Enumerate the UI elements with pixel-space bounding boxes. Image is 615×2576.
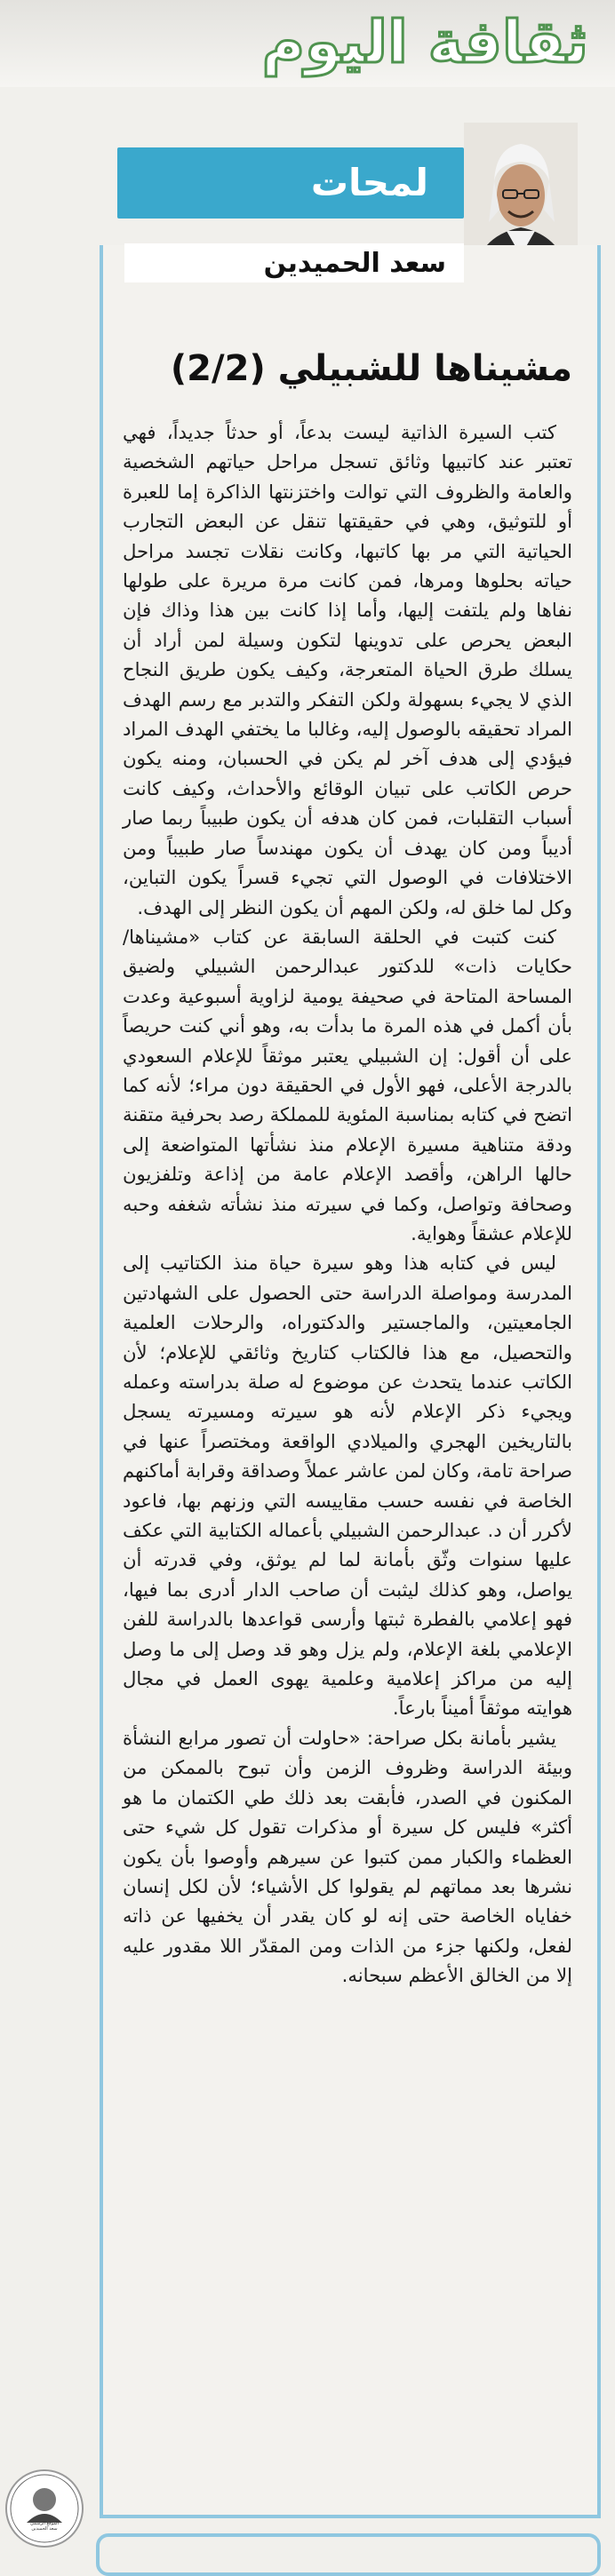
article-paragraph: يشير بأمانة بكل صراحة: «حاولت أن تصور مرابع النشأة وبيئة الدراسة وظروف الزمن وأن تبوح بالممكن من المكنون في الصدر، فأبقت بعد ذلك طي الكتمان ما هو أكثر» فليس كل سيرة أو مذكرات تقول كل شيء حتى العظماء والكبار ممن كتبوا عن سيرهم وأوصوا بأن يكون نشرها بعد مماتهم لم يقولوا كل الأشياء؛ لأن لكل إنسان خفاياه الخاصة حتى إنه لو كان يقدر أن يخفيها عن ذاته لفعل، ولكنها جزء من الذات ومن المقدّر اللا مقدور عليه إلا من الخالق الأعظم سبحانه. [123,1726,572,1987]
watermark-text [7,2521,82,2532]
watermark-seal [5,2469,84,2548]
article-paragraph: كتب السيرة الذاتية ليست بدعاً، أو حدثاً جديداً، فهي تعتبر عند كاتبيها وثائق تسجل مراحل حياتهم الشخصية والعامة والظروف التي توالت واختزنتها الذاكرة إما للعبرة أو للتوثيق، وهي في حقيقتها تنقل عن البعض التجارب الحياتية التي مر بها كاتبها، وكانت نقلات تجسد مراحل حياته بحلوها ومرها، فمن كانت مرة مريرة على طولها نفاها ولم يلتفت إليها، وأما إذا كانت بين هذا وذاك فإن البعض يحرص على تدوينها لتكون وسيلة لمن أراد أن يسلك طرق الحياة المتعرجة، وكيف يكون طريق النجاح الذي لا يجيء بسهولة ولكن التفكر والتدبر مع رسم الهدف المراد تحقيقه بالوصول إليه، وغالبا ما يختفي الهدف المراد فيؤدي إلى هدف آخر لم يكن في الحسبان، ومنه يكون حرص الكاتب على تبيان الوقائع والأحداث، وكيف كانت أسباب التقلبات، فمن كان هدفه أن يكون طبيباً ربما صار أديباً ومن كان يهدف أن يكون مهندساً صار طبيباً ومن الاختلافات في الوصول التي تجيء قسراً يكون التباين، وكل لما خلق له، ولكن المهم أن يكون النظر إلى الهدف. [123,421,572,918]
author-name: سعد الحميدين [263,248,446,279]
column-name: لمحات [310,161,428,204]
watermark-line: الموقع الرسمي [30,2521,59,2526]
article-paragraph: ليس في كتابه هذا وهو سيرة حياة منذ الكتاتيب إلى المدرسة ومواصلة الدراسة حتى الحصول على الشهادتين الجامعيتين، والماجستير والدكتوراه، والرحلات العلمية والتحصيل، مع هذا فالكتاب كتاريخ وثائقي للإعلام؛ لأن الكاتب عندما يتحدث عن موضوع له صلة بدراسته وعمله ويجيء ذكر الإعلام لأنه هو سيرته ومسيرته يسجل بالتاريخين الهجري والميلادي الواقعة ومختصراً عنها في صراحة تامة، وكان لمن عاشر عملاً وصداقة وقرابة أماكنهم الخاصة في نفسه حسب مقاييسه التي وزنهم بها، فاعود لأكرر أن د. عبدالرحمن الشبيلي بأعماله الكتابية التي عكف عليها سنوات وثّق بأمانة لما لم يوثق، وفي قدرته أن يواصل، وهو كذلك ليثبت أن صاحب الدار أدرى بما فيها، فهو إعلامي بالفطرة ثبتها وأرسى قواعدها بالدراسة للفن الإعلامي بلغة الإعلام، ولم يزل وهو قد وصل إلى ما وصل إليه من مراكز إعلامية وعلمية يهوى العمل في مجال هوايته موثقاً أميناً بارعاً. [123,1252,572,1720]
article-paragraph: كنت كتبت في الحلقة السابقة عن كتاب «مشيناها/ حكايات ذات» للدكتور عبدالرحمن الشبيلي ولضيق المساحة المتاحة في صحيفة يومية لزاوية أسبوعية وعدت بأن أكمل في هذه المرة ما بدأت به، وهو أني كنت حريصاً على أن أقول: إن الشبيلي يعتبر موثقاً للإعلام السعودي بالدرجة الأعلى، فهو الأول في الحقيقة دون مراء؛ لأنه كما اتضح في كتابه بمناسبة المئوية للمملكة رصد بحرفية متقنة ودقة متناهية مسيرة الإعلام منذ نشأتها المتواضعة إلى حالها الراهن، وأقصد الإعلام عامة من إذاعة وتلفزيون وصحافة وتواصل، وكما في سيرته منذ نشأته شغفه وحبه للإعلام عشقاً وهواية. [123,925,572,1244]
watermark-line: سعد الحميدين [31,2526,58,2532]
seal-logo-icon [7,2471,82,2546]
next-article-frame [96,2533,601,2576]
article-body [123,417,572,1991]
section-title: ثقافة اليوم [261,8,588,76]
article-title: مشيناها للشبيلي (2/2) [170,348,572,389]
